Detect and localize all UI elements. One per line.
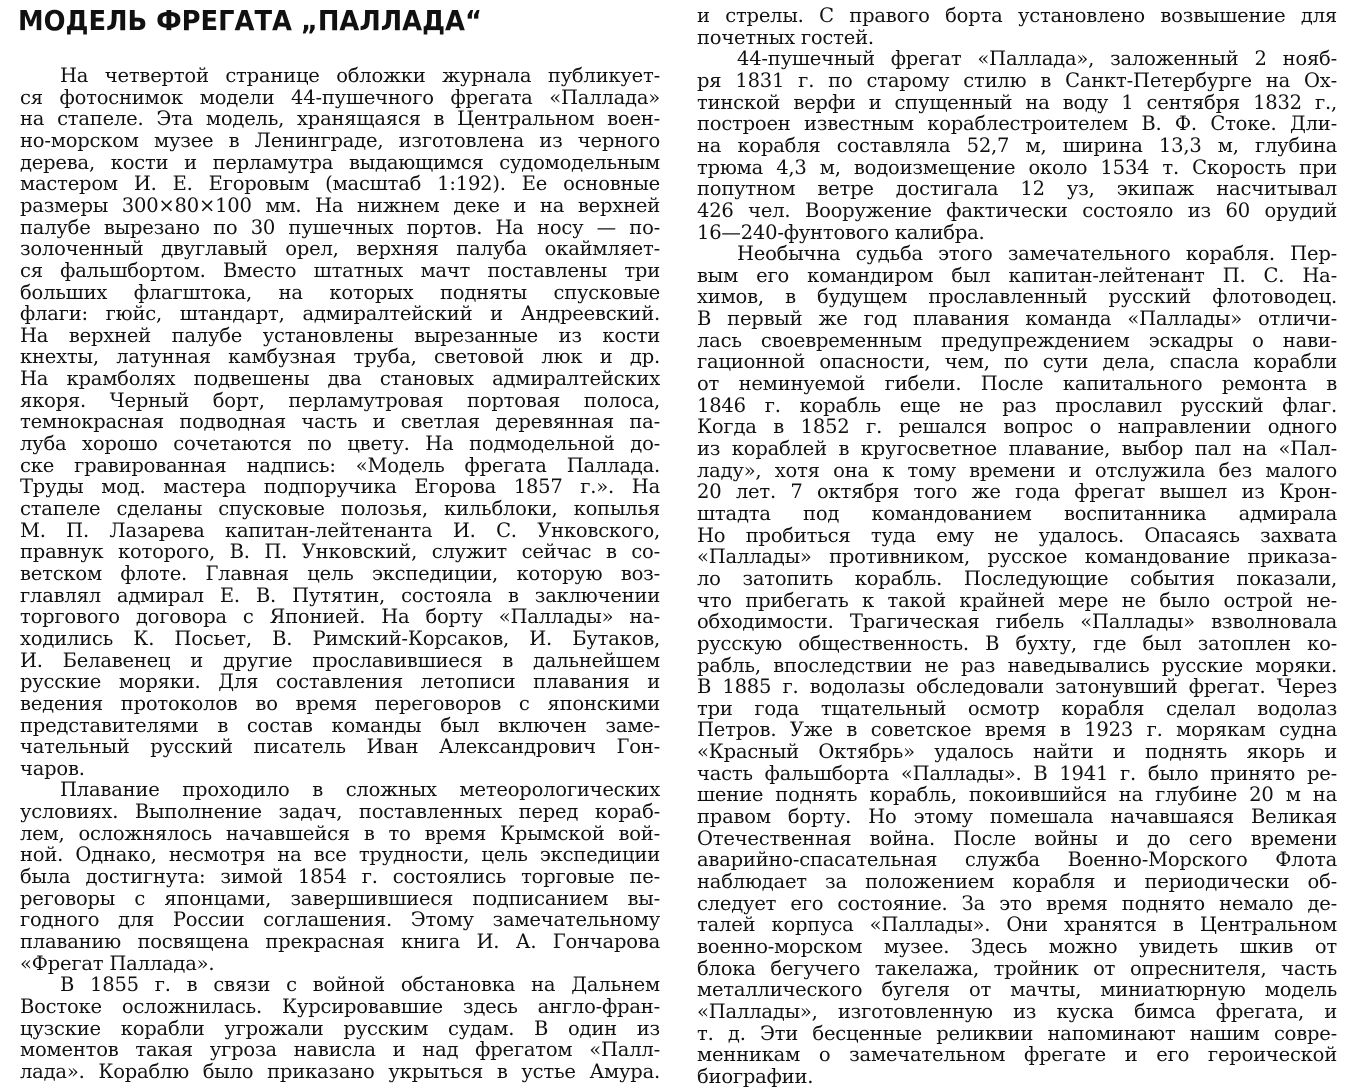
text-line: ной. Однако, несмотря на все трудности, цель экспедиции: [20, 843, 660, 867]
text-line: якоря. Черный борт, перламутровая портовая полоса,: [20, 388, 660, 412]
text-line: на стапеле. Эта модель, хранящаяся в Центральном воен-: [20, 107, 660, 131]
text-line: 20 лет. 7 октября того же года фрегат вышел из Крон-: [697, 480, 1337, 504]
text-line: и стрелы. С правого борта установлено возвышение для: [697, 4, 1337, 27]
text-line: менникам о замечательном фрегате и его героической: [697, 1043, 1337, 1067]
text-line: дерева, кости и перламутра выдающимся судомодельным: [20, 150, 660, 174]
text-line: 16—240-фунтового калибра.: [697, 220, 985, 244]
text-line: талей корпуса «Паллады». Они хранятся в Центральном: [697, 913, 1337, 937]
text-line: М. П. Лазарева капитан-лейтенанта И. С. Унковского,: [20, 518, 660, 542]
text-line: три года тщательный осмотр корабля сделал водолаз: [697, 696, 1337, 720]
text-line: построен известным кораблестроителем В. Ф. Стоке. Дли-: [697, 112, 1337, 136]
text-line: химов, в будущем прославленный русский флотоводец.: [697, 285, 1337, 309]
text-line: 1846 г. корабль еще не раз прославил русский флаг.: [697, 393, 1337, 417]
text-line: стапеле сделаны спусковые полозья, кильблоки, копылья: [20, 497, 660, 520]
text-line: Отечественная война. После войны и до сего времени: [697, 826, 1337, 850]
text-line: В 1885 г. водолазы обследовали затонувший фрегат. Через: [697, 675, 1337, 699]
text-line: В 1855 г. в связи с войной обстановка на Дальнем: [60, 973, 660, 997]
text-line: биографии.: [697, 1064, 814, 1088]
text-line: следует его состояние. За это время поднято немало де-: [697, 891, 1337, 915]
text-line: лась своевременным предупреждением эскадры о нави-: [697, 328, 1337, 352]
text-line: гационной опасности, чем, по сути дела, спасла корабли: [697, 350, 1337, 374]
text-line: была достигнута: зимой 1854 г. состоялись торговые пе-: [20, 865, 660, 889]
text-line: ся фотоснимок модели 44-пушечного фрегата «Паллада»: [20, 85, 660, 109]
text-line: правом борту. Но этому помешала начавшаяся Великая: [697, 805, 1337, 829]
text-line: от неминуемой гибели. После капитального ремонта в: [697, 372, 1337, 396]
text-line: русскую общественность. В бухту, где был затоплен ко-: [697, 631, 1337, 655]
text-line: В первый же год плавания команда «Паллады» отличи-: [697, 307, 1337, 331]
text-line: Труды мод. мастера подпоручика Егорова 1857 г.». На: [20, 475, 660, 499]
article-title: МОДЕЛЬ ФРЕГАТА „ПАЛЛАДА“: [18, 4, 482, 37]
text-line: На верхней палубе установлены вырезанные из кости: [20, 323, 660, 347]
text-line: вым его командиром был капитан-лейтенант П. С. На-: [697, 263, 1337, 287]
text-line: ладу», хотя она к тому времени и отслужила без малого: [697, 458, 1337, 482]
text-line: размеры 300×80×100 мм. На нижнем деке и на верхней: [20, 193, 660, 217]
text-line: ло затопить корабль. Последующие события показали,: [697, 566, 1337, 590]
text-line: блока бегучего такелажа, тройник от опреснителя, часть: [697, 956, 1337, 980]
text-line: «Паллады» противником, русское командование приказа-: [697, 545, 1337, 569]
text-line: ходились К. Посьет, В. Римский-Корсаков, И. Бутаков,: [20, 626, 660, 650]
text-line: плаванию посвящена прекрасная книга И. А. Гончарова: [20, 930, 660, 953]
text-line: тинской верфи и спущенный на воду 1 сентября 1832 г.,: [697, 90, 1337, 114]
text-line: трюма 4,3 м, водоизмещение около 1534 т. Скорость при: [697, 155, 1337, 179]
text-line: штадта под командованием воспитанника адмирала: [697, 501, 1337, 525]
text-line: наблюдает за положением корабля и периодически об-: [697, 870, 1337, 893]
text-line: ведения протоколов во время переговоров с японскими: [20, 691, 660, 715]
text-line: часть фальшборта «Паллады». В 1941 г. было принято ре-: [697, 761, 1337, 785]
text-line: почетных гостей.: [697, 25, 874, 49]
text-line: темнокрасная подводная часть и светлая деревянная па-: [20, 410, 660, 434]
text-line: моментов такая угроза нависла и над фрегатом «Палл-: [20, 1038, 660, 1062]
text-line: 426 чел. Вооружение фактически состояло из 60 орудий: [697, 198, 1337, 222]
text-line: представителями в состав команды был включен заме-: [20, 713, 660, 737]
text-line: торгового договора с Японией. На борту «Паллады» на-: [20, 605, 660, 629]
text-line: попутном ветре достигала 12 уз, экипаж насчитывал: [697, 177, 1337, 201]
text-line: Необычна судьба этого замечательного корабля. Пер-: [737, 242, 1337, 266]
text-line: палубе вырезано по 30 пушечных портов. На носу — по-: [20, 215, 660, 239]
text-line: обходимости. Трагическая гибель «Паллады» взволновала: [697, 610, 1337, 634]
text-line: ветском флоте. Главная цель экспедиции, которую воз-: [20, 561, 660, 585]
text-line: «Паллады», изготовленную из куска бимса фрегата, и: [697, 999, 1337, 1023]
text-line: рабль, впоследствии не раз наведывались русские моряки.: [697, 653, 1337, 677]
text-line: На четвертой странице обложки журнала публикует-: [60, 64, 660, 87]
text-line: Плавание проходило в сложных метеорологических: [60, 778, 660, 802]
text-line: русские моряки. Для составления летописи плавания и: [20, 670, 660, 694]
text-line: мастером И. Е. Егоровым (масштаб 1:192). Ее основные: [20, 172, 660, 196]
text-line: цузские корабли угрожали русским судам. В один из: [20, 1016, 660, 1040]
text-line: Востоке осложнилась. Курсировавшие здесь англо-фран-: [20, 994, 660, 1018]
text-line: лем, осложнялось начавшейся в то время Крымской вой-: [20, 821, 660, 845]
text-line: Когда в 1852 г. решался вопрос о направлении одного: [697, 415, 1337, 439]
text-line: что прибегать к такой крайней мере не было острой не-: [697, 588, 1337, 612]
text-line: аварийно-спасательная служба Военно-Морского Флота: [697, 848, 1337, 872]
text-line: ске гравированная надпись: «Модель фрегата Паллада.: [20, 453, 660, 477]
text-line: военно-морском музее. Здесь можно увидеть шкив от: [697, 934, 1337, 958]
text-line: «Фрегат Паллада».: [20, 951, 215, 975]
text-line: ря 1831 г. по старому стилю в Санкт-Петербурге на Ох-: [697, 68, 1337, 92]
text-line: чаров.: [20, 756, 85, 780]
text-line: из кораблей в кругосветное плавание, выбор пал на «Пал-: [697, 437, 1337, 460]
text-line: годного для России соглашения. Этому замечательному: [20, 908, 660, 932]
text-line: На крамболях подвешены два становых адмиралтейских: [20, 367, 660, 391]
text-line: правнук которого, В. П. Унковский, служит сейчас в со-: [20, 540, 660, 564]
text-line: металлического бугеля от мачты, миниатюрную модель: [697, 978, 1337, 1002]
text-line: на корабля составляла 52,7 м, ширина 13,3 м, глубина: [697, 133, 1337, 157]
text-line: Но пробиться туда ему не удалось. Опасаясь захвата: [697, 523, 1337, 547]
text-line: золоченный двуглавый орел, верхняя палуба окаймляет-: [20, 237, 660, 261]
text-line: И. Белавенец и другие прославившиеся в дальнейшем: [20, 648, 660, 672]
text-line: реговоры с японцами, завершившиеся подписанием вы-: [20, 886, 660, 910]
text-line: главлял адмирал Е. В. Путятин, состояла в заключении: [20, 583, 660, 607]
text-line: 44-пушечный фрегат «Паллада», заложенный 2 нояб-: [737, 47, 1337, 71]
text-line: но-морском музее в Ленинграде, изготовлена из черного: [20, 128, 660, 152]
text-line: кнехты, латунная камбузная труба, световой люк и др.: [20, 345, 660, 369]
text-line: шение поднять корабль, покоившийся на глубине 20 м на: [697, 783, 1337, 807]
text-line: лада». Кораблю было приказано укрыться в устье Амура.: [20, 1059, 660, 1083]
text-line: условиях. Выполнение задач, поставленных перед кораб-: [20, 800, 660, 824]
text-line: флаги: гюйс, штандарт, адмиралтейский и Андреевский.: [20, 302, 660, 326]
text-line: больших флагштока, на которых подняты спусковые: [20, 280, 660, 304]
text-line: т. д. Эти бесценные реликвии напоминают нашим совре-: [697, 1021, 1337, 1045]
text-line: чательный русский писатель Иван Александрович Гон-: [20, 735, 660, 759]
text-line: луба хорошо сочетаются по цвету. На подмодельной до-: [20, 432, 660, 456]
text-line: Петров. Уже в советское время в 1923 г. морякам судна: [697, 718, 1337, 742]
text-line: ся фальшбортом. Вместо штатных мачт поставлены три: [20, 258, 660, 282]
text-line: «Красный Октябрь» удалось найти и поднять якорь и: [697, 740, 1337, 764]
